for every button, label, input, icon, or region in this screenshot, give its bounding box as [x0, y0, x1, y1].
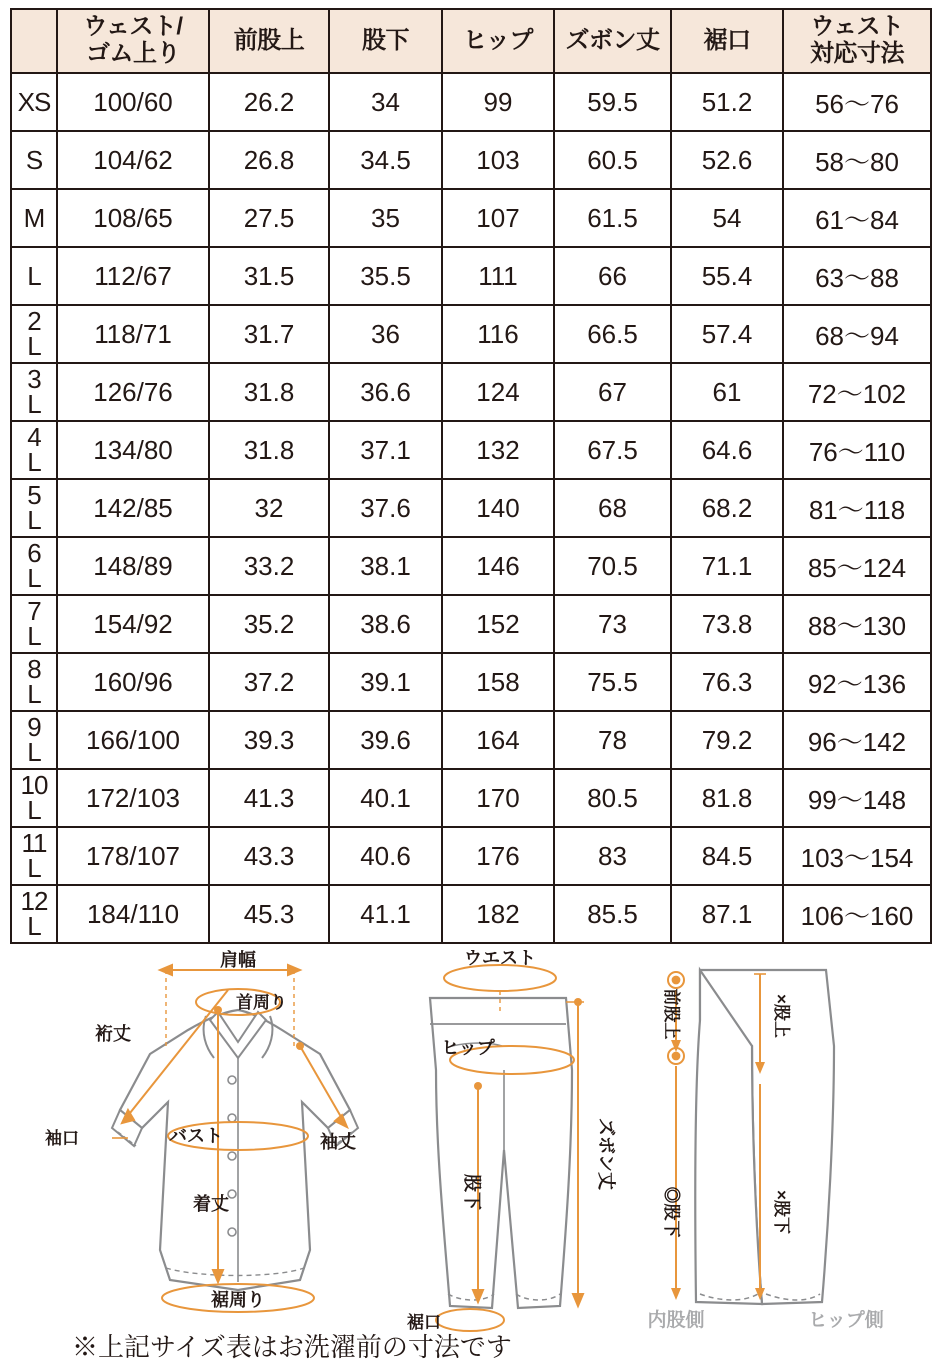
header-waist-range-line1: ウェスト	[810, 13, 904, 41]
jacket-button	[228, 1114, 236, 1122]
table-row	[11, 479, 931, 537]
cell-waist-range: 58〜80	[783, 131, 931, 189]
header-waist-range-line2: 対応寸法	[810, 40, 904, 67]
table-row	[11, 711, 931, 769]
cell-hem: 52.6	[671, 131, 783, 189]
cell-waist-range: 63〜88	[783, 247, 931, 305]
row-size-label: XS	[11, 73, 57, 131]
label-pants-inseam: 股下	[462, 1174, 482, 1210]
cell-pants-length: 85.5	[554, 885, 671, 943]
label-neck: 首周り	[236, 993, 287, 1012]
cell-waist-rubber: 112/67	[57, 247, 209, 305]
cell-hem: 64.6	[671, 421, 783, 479]
cell-waist-rubber: 108/65	[57, 189, 209, 247]
cell-front-rise: 33.2	[209, 537, 329, 595]
table-row	[11, 73, 931, 131]
cell-hip: 132	[442, 421, 554, 479]
table-row	[11, 827, 931, 885]
table-row	[11, 885, 931, 943]
label-body-length: 着丈	[193, 1194, 229, 1214]
row-size-label: 9 L	[11, 711, 57, 769]
cell-hem: 54	[671, 189, 783, 247]
cell-inseam: 39.6	[329, 711, 442, 769]
size-table-body	[11, 73, 931, 943]
cell-hip: 176	[442, 827, 554, 885]
row-size-label: S	[11, 131, 57, 189]
jacket-button	[228, 1076, 236, 1084]
cell-waist-rubber: 172/103	[57, 769, 209, 827]
cell-inseam: 38.6	[329, 595, 442, 653]
label-hem-around: 裾周り	[211, 1290, 265, 1310]
row-size-label: 10 L	[11, 769, 57, 827]
cell-hip: 107	[442, 189, 554, 247]
pants-diagram	[406, 950, 617, 1332]
jacket-button	[228, 1152, 236, 1160]
cell-inseam: 40.1	[329, 769, 442, 827]
cell-inseam: 36.6	[329, 363, 442, 421]
cell-inseam: 35.5	[329, 247, 442, 305]
cell-hip: 140	[442, 479, 554, 537]
jacket-button	[228, 1228, 236, 1236]
label-back-inseam: ×股下	[772, 1190, 791, 1234]
cell-waist-rubber: 154/92	[57, 595, 209, 653]
header-waist-range	[783, 9, 931, 73]
cell-waist-range: 96〜142	[783, 711, 931, 769]
header-pants-length: ズボン丈	[554, 9, 671, 73]
cell-inseam: 38.1	[329, 537, 442, 595]
cell-waist-rubber: 142/85	[57, 479, 209, 537]
cell-pants-length: 60.5	[554, 131, 671, 189]
cell-waist-range: 76〜110	[783, 421, 931, 479]
row-size-label: 4 L	[11, 421, 57, 479]
cell-pants-length: 75.5	[554, 653, 671, 711]
cell-pants-length: 66.5	[554, 305, 671, 363]
cell-hip: 164	[442, 711, 554, 769]
row-size-label: 7 L	[11, 595, 57, 653]
label-pants-length: ズボン丈	[596, 1118, 616, 1190]
cell-hem: 84.5	[671, 827, 783, 885]
row-size-label: 5 L	[11, 479, 57, 537]
cell-waist-rubber: 134/80	[57, 421, 209, 479]
cell-front-rise: 31.8	[209, 421, 329, 479]
cell-hem: 51.2	[671, 73, 783, 131]
table-row	[11, 305, 931, 363]
cell-inseam: 37.1	[329, 421, 442, 479]
cell-waist-range: 99〜148	[783, 769, 931, 827]
cell-front-rise: 27.5	[209, 189, 329, 247]
cell-waist-range: 88〜130	[783, 595, 931, 653]
row-size-label: 6 L	[11, 537, 57, 595]
cell-pants-length: 59.5	[554, 73, 671, 131]
table-row	[11, 363, 931, 421]
table-row	[11, 189, 931, 247]
cell-waist-rubber: 148/89	[57, 537, 209, 595]
label-sleeve-length: 袖丈	[320, 1132, 356, 1152]
table-row	[11, 421, 931, 479]
cell-front-rise: 26.8	[209, 131, 329, 189]
table-row	[11, 247, 931, 305]
cell-inseam: 39.1	[329, 653, 442, 711]
cell-hem: 87.1	[671, 885, 783, 943]
table-row	[11, 769, 931, 827]
header-corner	[11, 9, 57, 73]
label-cuff: 袖口	[45, 1129, 79, 1148]
table-row	[11, 595, 931, 653]
cell-waist-rubber: 100/60	[57, 73, 209, 131]
cell-waist-rubber: 118/71	[57, 305, 209, 363]
cell-hem: 68.2	[671, 479, 783, 537]
cell-waist-rubber: 178/107	[57, 827, 209, 885]
label-bust: バスト	[169, 1126, 223, 1146]
cell-pants-length: 70.5	[554, 537, 671, 595]
cell-hip: 152	[442, 595, 554, 653]
cell-front-rise: 31.5	[209, 247, 329, 305]
cell-hip: 103	[442, 131, 554, 189]
header-front-rise: 前股上	[209, 9, 329, 73]
cell-hem: 73.8	[671, 595, 783, 653]
cell-hip: 116	[442, 305, 554, 363]
diagram-svg	[0, 950, 940, 1370]
cell-front-rise: 26.2	[209, 73, 329, 131]
cell-pants-length: 80.5	[554, 769, 671, 827]
label-yuki: 裄丈	[95, 1024, 131, 1044]
cell-hem: 55.4	[671, 247, 783, 305]
cell-inseam: 37.6	[329, 479, 442, 537]
cell-inseam: 40.6	[329, 827, 442, 885]
table-row	[11, 653, 931, 711]
cell-inseam: 34	[329, 73, 442, 131]
label-pants-hem: 裾口	[407, 1313, 441, 1332]
cell-waist-rubber: 184/110	[57, 885, 209, 943]
table-row	[11, 131, 931, 189]
cell-waist-range: 56〜76	[783, 73, 931, 131]
measurement-diagrams	[0, 950, 940, 1370]
cell-hem: 71.1	[671, 537, 783, 595]
cell-hem: 79.2	[671, 711, 783, 769]
cell-hem: 76.3	[671, 653, 783, 711]
cell-front-rise: 31.8	[209, 363, 329, 421]
cell-waist-rubber: 166/100	[57, 711, 209, 769]
size-table	[10, 8, 932, 944]
size-table-head	[11, 9, 931, 73]
cell-hip: 170	[442, 769, 554, 827]
cell-inseam: 41.1	[329, 885, 442, 943]
cell-hip: 158	[442, 653, 554, 711]
jacket-button	[228, 1190, 236, 1198]
cell-front-rise: 35.2	[209, 595, 329, 653]
cell-pants-length: 61.5	[554, 189, 671, 247]
header-waist-rubber-line1: ウェスト/	[83, 13, 183, 41]
cell-waist-range: 106〜160	[783, 885, 931, 943]
cell-hip: 111	[442, 247, 554, 305]
rise-diagram	[647, 970, 883, 1331]
cell-hip: 182	[442, 885, 554, 943]
cell-front-rise: 37.2	[209, 653, 329, 711]
cell-waist-rubber: 104/62	[57, 131, 209, 189]
label-inner-side: 内股側	[647, 1310, 705, 1331]
label-back-rise: ×股上	[772, 994, 791, 1038]
header-waist-rubber	[57, 9, 209, 73]
label-front-inseam: ◎股下	[662, 1186, 681, 1238]
cell-hem: 61	[671, 363, 783, 421]
label-shoulder-width: 肩幅	[220, 950, 256, 970]
label-pants-hip: ヒップ	[441, 1038, 495, 1058]
cell-front-rise: 45.3	[209, 885, 329, 943]
label-front-rise: 前股上	[662, 988, 681, 1040]
cell-inseam: 34.5	[329, 131, 442, 189]
cell-pants-length: 67	[554, 363, 671, 421]
cell-inseam: 35	[329, 189, 442, 247]
cell-waist-range: 61〜84	[783, 189, 931, 247]
row-size-label: L	[11, 247, 57, 305]
header-hem: 裾口	[671, 9, 783, 73]
cell-waist-range: 85〜124	[783, 537, 931, 595]
cell-waist-range: 103〜154	[783, 827, 931, 885]
cell-waist-range: 68〜94	[783, 305, 931, 363]
header-hip: ヒップ	[442, 9, 554, 73]
label-pants-waist: ウエスト	[464, 950, 536, 968]
note-text: ※上記サイズ表はお洗濯前の寸法です	[72, 1332, 512, 1362]
cell-hem: 81.8	[671, 769, 783, 827]
header-inseam: 股下	[329, 9, 442, 73]
row-size-label: M	[11, 189, 57, 247]
header-waist-rubber-line2: ゴム上り	[86, 40, 180, 67]
table-header-row	[11, 9, 931, 73]
cell-inseam: 36	[329, 305, 442, 363]
cell-front-rise: 41.3	[209, 769, 329, 827]
cell-waist-rubber: 126/76	[57, 363, 209, 421]
cell-pants-length: 68	[554, 479, 671, 537]
cell-front-rise: 43.3	[209, 827, 329, 885]
row-size-label: 2 L	[11, 305, 57, 363]
cell-hip: 146	[442, 537, 554, 595]
cell-waist-range: 72〜102	[783, 363, 931, 421]
row-size-label: 8 L	[11, 653, 57, 711]
table-row	[11, 537, 931, 595]
cell-waist-range: 81〜118	[783, 479, 931, 537]
cell-hem: 57.4	[671, 305, 783, 363]
cell-pants-length: 67.5	[554, 421, 671, 479]
row-size-label: 11 L	[11, 827, 57, 885]
cell-pants-length: 83	[554, 827, 671, 885]
cell-front-rise: 32	[209, 479, 329, 537]
cell-front-rise: 39.3	[209, 711, 329, 769]
cell-pants-length: 66	[554, 247, 671, 305]
label-hip-side: ヒップ側	[808, 1310, 884, 1331]
cell-waist-rubber: 160/96	[57, 653, 209, 711]
cell-pants-length: 78	[554, 711, 671, 769]
cell-hip: 124	[442, 363, 554, 421]
row-size-label: 3 L	[11, 363, 57, 421]
cell-waist-range: 92〜136	[783, 653, 931, 711]
row-size-label: 12 L	[11, 885, 57, 943]
cell-hip: 99	[442, 73, 554, 131]
jacket-diagram	[45, 950, 358, 1312]
cell-front-rise: 31.7	[209, 305, 329, 363]
cell-pants-length: 73	[554, 595, 671, 653]
